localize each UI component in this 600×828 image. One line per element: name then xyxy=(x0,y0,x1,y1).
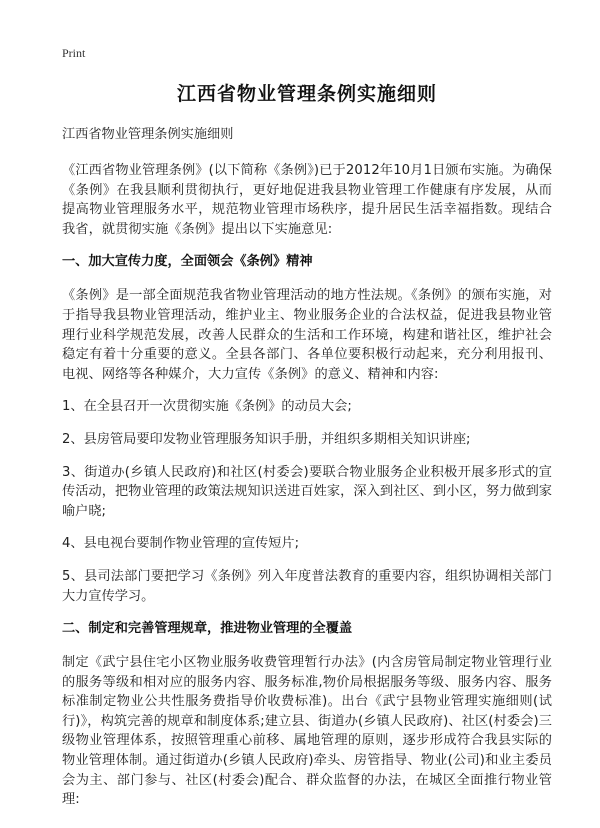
section-1-body: 《条例》是一部全面规范我省物业管理活动的地方性法规。《条例》的颁布实施，对于指导我县物业管理活动，维护业主、物业服务企业的合法权益，促进我县物业管理行业科学规范发展，改善人民群众的生活和工作环境，构建和谐社区，维护社会稳定有着十分重要的意义。全县各部门、各单位要积极行动起来，充分利用报刊、电视、网络等各种媒介，大力宣传《条例》的意义、精神和内容: xyxy=(62,288,552,382)
list-item: 3、街道办(乡镇人民政府)和社区(村委会)要联合物业服务企业积极开展多形式的宣传活动，把物业管理的政策法规知识送进百姓家，深入到社区、到小区，努力做到家喻户晓; xyxy=(62,464,552,519)
intro-paragraph: 《江西省物业管理条例》(以下简称《条例》)已于2012年10月1日颁布实施。为确保《条例》在我县顺利贯彻执行，更好地促进我县物业管理工作健康有序发展，从而提高物业管理服务水平，规范物业管理市场秩序，提升居民生活幸福指数。现结合我省，就贯彻实施《条例》提出以下实施意见: xyxy=(62,163,552,237)
print-label[interactable]: Print xyxy=(62,46,86,60)
list-item: 1、在全县召开一次贯彻实施《条例》的动员大会; xyxy=(62,399,352,415)
section-2-body: 制定《武宁县住宅小区物业服务收费管理暂行办法》(内含房管局制定物业管理行业的服务等级和相对应的服务内容、服务标准,物价局根据服务等级、服务内容、服务标准制定物业公共性服务费指导价收费标准)。出台《武宁县物业管理实施细则(试行)》，构筑完善的规章和制度体系;建立县、街道办(乡镇人民政府)、社区(村委会)三级物业管理体系，按照管理重心前移、属地管理的原则，逐步形成符合我县实际的物业管理体制。通过街道办(乡镇人民政府)牵头、房管指导、物业(公司)和业主委员会为主、部门参与、社区(村委会)配合、群众监督的办法，在城区全面推行物业管理: xyxy=(62,655,552,808)
list-item: 4、县电视台要制作物业管理的宣传短片; xyxy=(62,536,300,552)
list-item: 5、县司法部门要把学习《条例》列入年度普法教育的重要内容，组织协调相关部门大力宣传学习。 xyxy=(62,568,552,604)
section-1-heading: 一、加大宣传力度，全面领会《条例》精神 xyxy=(62,254,313,270)
section-2-heading: 二、制定和完善管理规章，推进物业管理的全覆盖 xyxy=(62,621,353,637)
document-title: 江西省物业管理条例实施细则 xyxy=(176,83,437,105)
list-item: 2、县房管局要印发物业管理服务知识手册，并组织多期相关知识讲座; xyxy=(62,431,471,447)
document-subtitle: 江西省物业管理条例实施细则 xyxy=(62,127,234,142)
